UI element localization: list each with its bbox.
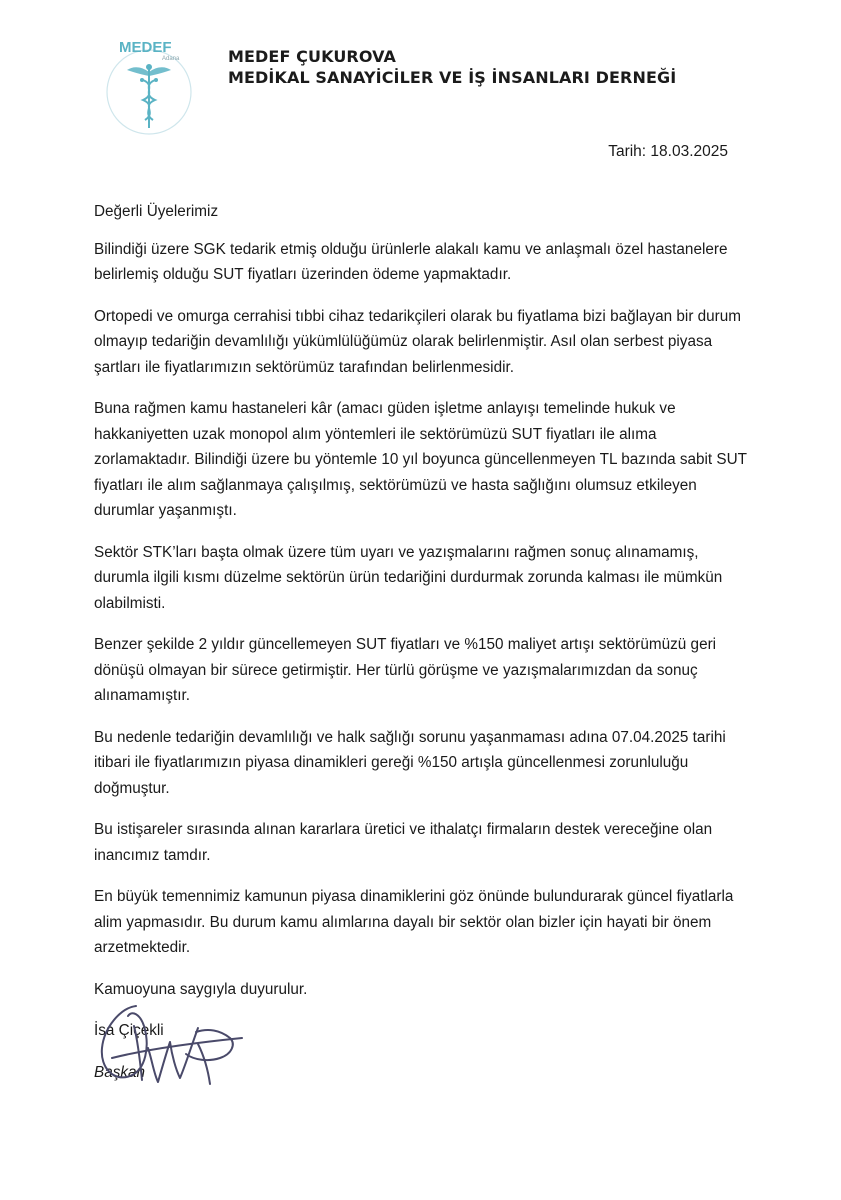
signature (92, 998, 262, 1094)
logo-text: MEDEF (119, 39, 172, 56)
paragraph: Bilindiği üzere SGK tedarik etmiş olduğu ürünlerle alakalı kamu ve anlaşmalı özel hastanelere belirlemiş olduğu SUT fiyatları üzerinden ödeme yapmaktadır. (94, 240, 728, 283)
letter-body (94, 199, 754, 1101)
organization-name-line1: MEDEF ÇUKUROVA (228, 47, 396, 66)
caduceus-logo-icon (105, 36, 215, 146)
paragraph: En büyük temennimiz kamunun piyasa dinamiklerini göz önünde bulundurarak güncel fiyatlarla alim yapmasıdır. Bu durum kamu alımlarına dayalı bir sektör olan bizler için hayati bir önem arzetmektedir. (94, 888, 734, 956)
paragraph: Bu nedenle tedariğin devamlılığı ve halk sağlığı sorunu yaşanmaması adına 07.04.2025 tarihi itibari ile fiyatlarımızın piyasa dinamikleri gereği %150 artışla güncellenmesi zorunluluğu doğmuştur. (94, 728, 726, 797)
paragraph: Buna rağmen kamu hastaneleri kâr (amacı güden işletme anlayışı temelinde hukuk ve hakkaniyetten uzak monopol alım yöntemleri ile sektörümüzü SUT fiyatları ile alıma zorlamaktadır. Bilindiği üzere bu yöntemle 10 yıl boyunca güncellenmeyen TL bazında sabit SUT fiyatları ile alım sağlanmaya çalışılmış, sektörümüzü ve hasta sağlığını olumsuz etkileyen durumlar yaşanmıştı. (94, 400, 747, 519)
closing-line: Kamuoyuna saygıyla duyurulur. (94, 980, 308, 998)
handwritten-signature-icon (92, 998, 262, 1094)
salutation: Değerli Üyelerimiz (94, 203, 219, 220)
paragraph: Sektör STK’ları başta olmak üzere tüm uyarı ve yazışmalarını rağmen sonuç alınamamış, durumla ilgili kısmı düzelme sektörün ürün tedariğini durdurmak zorunda kalması ile mümkün olabilmisti. (94, 543, 723, 612)
logo-subtext: Adana (162, 56, 180, 62)
paragraph: Benzer şekilde 2 yıldır güncellemeyen SUT fiyatları ve %150 maliyet artışı sektörümüzü geri dönüşü olmayan bir sürece getirmiştir. Her türlü görüşme ve yazışmalarımızdan da sonuç alınamamıştır. (94, 636, 717, 704)
organization-name (228, 46, 676, 88)
signatory-name: İsa Çiçekli (94, 1022, 164, 1039)
paragraph: Ortopedi ve omurga cerrahisi tıbbi cihaz tedarikçileri olarak bu fiyatlama bizi bağlayan bir durum olmayıp tedariğin devamlılığı yükümlülüğümüz olarak belirlenmiştir. Asıl olan serbest piyasa şartları ile fiyatlarımızın sektörümüz tarafından belirlenmesidir. (94, 307, 742, 376)
paragraph: Bu istişareler sırasında alınan kararlara üretici ve ithalatçı firmaların destek vereceğine olan inancımız tamdır. (94, 821, 713, 864)
letter-date: Tarih: 18.03.2025 (608, 143, 728, 160)
organization-name-line2: MEDİKAL SANAYİCİLER VE İŞ İNSANLARI DERNEĞİ (228, 68, 677, 87)
medef-logo (105, 36, 215, 146)
signatory-title: Başkan (94, 1063, 146, 1081)
